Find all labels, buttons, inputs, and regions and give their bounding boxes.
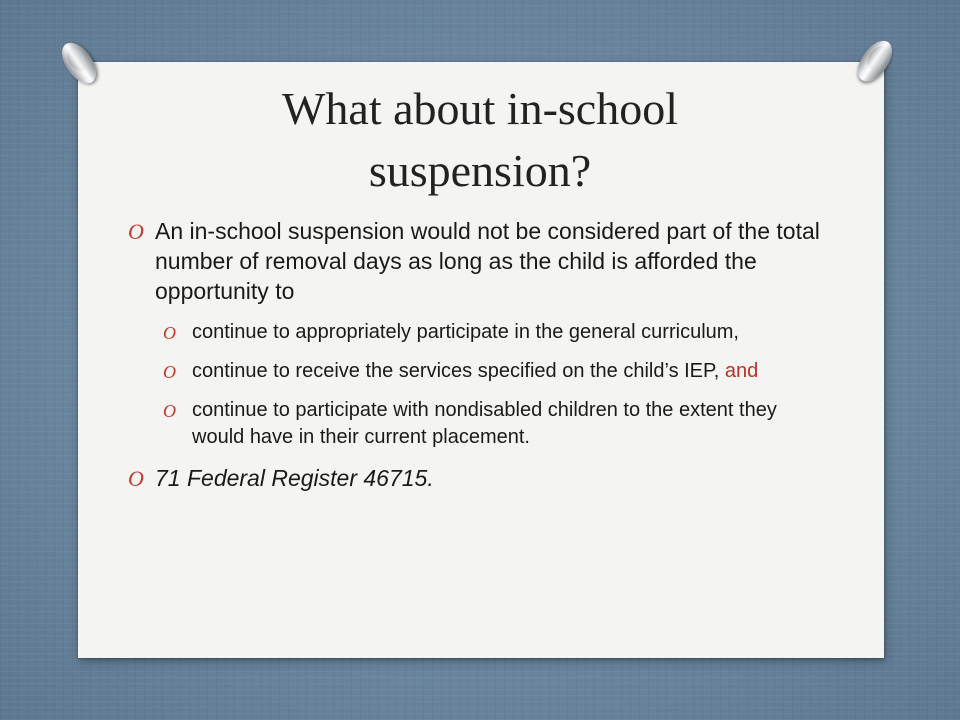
sub-bullet-text: continue to appropriately participate in the general curriculum, xyxy=(192,321,739,343)
slide-title xyxy=(130,78,830,202)
sub-bullet-text: continue to receive the services specified on the child’s IEP, xyxy=(192,360,725,382)
sub-bullet-item xyxy=(128,358,828,385)
citation-text: 71 Federal Register 46715. xyxy=(155,465,434,491)
bullet-item xyxy=(128,216,828,306)
bullet-list xyxy=(128,216,828,506)
slide-title-line-1: What about in-school xyxy=(281,83,678,134)
accent-and-text: and xyxy=(724,360,759,382)
bullet-marker-icon: O xyxy=(163,323,176,343)
citation-item xyxy=(128,463,828,493)
bullet-text: An in-school suspension would not be considered part of the total number of removal days as long as the child is afforded the opportunity to xyxy=(155,218,820,304)
bullet-marker-icon: O xyxy=(128,466,144,491)
bullet-marker-icon: O xyxy=(128,219,144,244)
sub-bullet-item xyxy=(128,397,828,451)
bullet-marker-icon: O xyxy=(163,362,176,382)
slide-title-line-2: suspension? xyxy=(368,145,592,196)
sub-bullet-text: continue to participate with nondisabled children to the extent they would have in their current placement. xyxy=(192,399,777,448)
bullet-marker-icon: O xyxy=(163,401,176,421)
sub-bullet-item xyxy=(128,319,828,346)
